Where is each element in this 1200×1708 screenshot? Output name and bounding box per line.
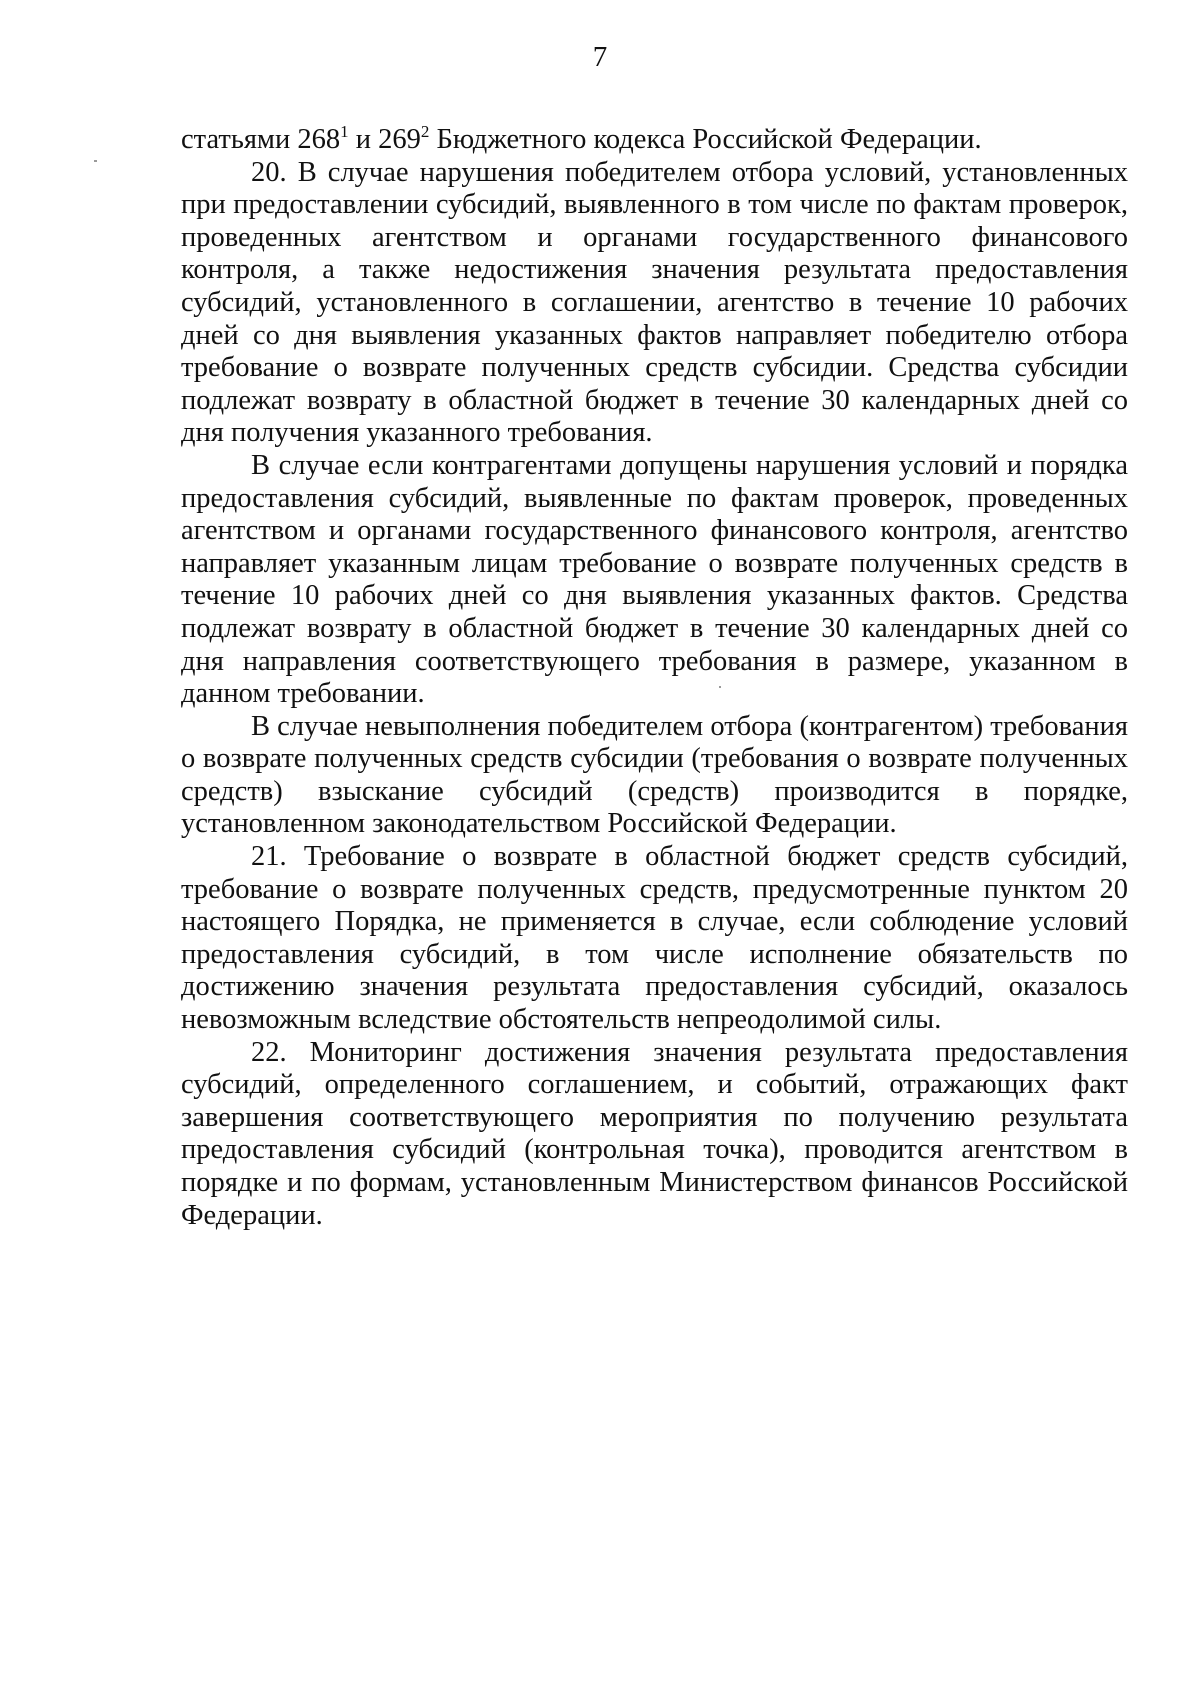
paragraph-intro [181,124,1128,157]
paragraph-20-contractors: В случае если контрагентами допущены нарушения условий и порядка предоставления субсидий, выявленные по фактам проверок, проведенных агентством и органами государственного финансового контроля, агентство направляет указанным лицам требование о возврате полученных средств в течение 10 рабочих дней со дня выявления указанных фактов. Средства подлежат возврату в областной бюджет в течение 30 календарных дней со дня направления соответствующего требования в размере, указанном в данном требовании. [181,449,1128,710]
paragraph-21: 21. Требование о возврате в областной бюджет средств субсидий, требование о возврате полученных средств, предусмотренные пунктом 20 настоящего Порядка, не применяется в случае, если соблюдение условий предоставления субсидий, в том числе исполнение обязательств по достижению значения результата предоставления субсидий, оказалось невозможным вследствие обстоятельств непреодолимой силы. [181,841,1128,1036]
paragraph-intro-text-start: статьями 268 [181,124,341,155]
page-number: 7 [592,41,608,73]
superscript-1: 1 [340,122,349,141]
scan-speck [94,160,97,162]
paragraph-intro-text-end: Бюджетного кодекса Российской Федерации. [429,124,982,155]
paragraph-20-non-compliance: В случае невыполнения победителем отбора (контрагентом) требования о возврате полученных средств субсидии (требования о возврате полученных средств) взыскание субсидий (средств) производится в порядке, установленном законодательством Российской Федерации. [181,710,1128,840]
paragraph-22: 22. Мониторинг достижения значения результата предоставления субсидий, определенного соглашением, и событий, отражающих факт завершения соответствующего мероприятия по получению результата предоставления субсидий (контрольная точка), проводится агентством в порядке и по формам, установленным Министерством финансов Российской Федерации. [181,1036,1128,1231]
paragraph-20: 20. В случае нарушения победителем отбора условий, установленных при предоставлении субсидий, выявленного в том числе по фактам проверок, проведенных агентством и органами государственного финансового контроля, а также недостижения значения результата предоставления субсидий, установленного в соглашении, агентство в течение 10 рабочих дней со дня выявления указанных фактов направляет победителю отбора требование о возврате полученных средств субсидии. Средства субсидии подлежат возврату в областной бюджет в течение 30 календарных дней со дня получения указанного требования. [181,156,1128,449]
paragraph-intro-text-middle: и 269 [348,124,421,155]
document-body [181,124,1128,1232]
superscript-2: 2 [420,122,430,141]
